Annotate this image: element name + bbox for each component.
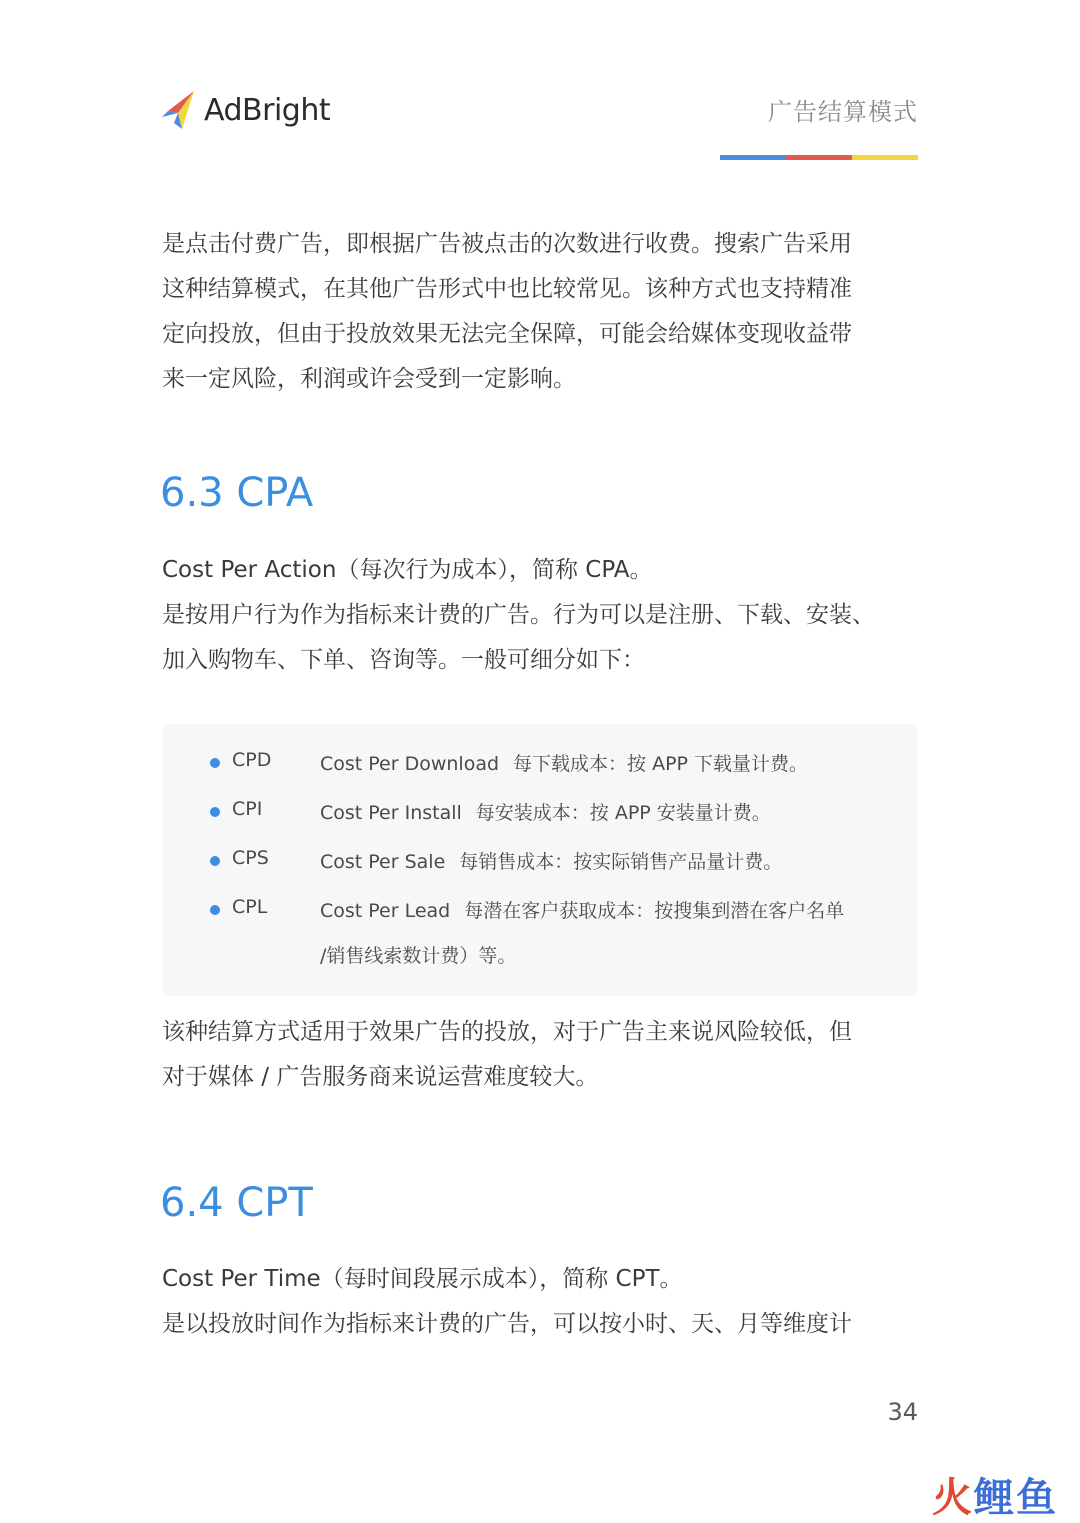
list-item-cpi: [162, 798, 918, 828]
item-abbr: CPS: [232, 847, 269, 869]
paper-plane-icon: [160, 89, 198, 131]
bullet-icon: [210, 758, 220, 768]
watermark-rest: 鲤鱼: [974, 1475, 1058, 1521]
intro-line: 定向投放，但由于投放效果无法完全保障，可能会给媒体变现收益带: [162, 321, 852, 347]
item-desc-continuation: /销售线索数计费）等。: [320, 945, 517, 967]
accent-segment-red: [786, 155, 852, 160]
intro-line: 这种结算模式，在其他广告形式中也比较常见。该种方式也支持精准: [162, 276, 852, 302]
summary-line: 对于媒体 / 广告服务商来说运营难度较大。: [162, 1064, 599, 1090]
list-item-cpl: [162, 896, 918, 926]
cpa-line: 是按用户行为作为指标来计费的广告。行为可以是注册、下载、安装、: [162, 602, 875, 628]
item-full: [320, 749, 808, 776]
accent-segment-blue: [720, 155, 786, 160]
item-full-name: Cost Per Lead: [320, 900, 451, 922]
bullet-icon: [210, 807, 220, 817]
item-desc: 每下载成本：按 APP 下载量计费。: [513, 753, 809, 775]
accent-bar: [720, 155, 918, 160]
cpa-line: 加入购物车、下单、咨询等。一般可细分如下：: [162, 647, 645, 673]
item-full-name: Cost Per Install: [320, 802, 462, 824]
section-heading-cpa: 6.3 CPA: [160, 470, 314, 516]
watermark-fire: 火: [932, 1475, 974, 1521]
intro-line: 来一定风险，利润或许会受到一定影响。: [162, 366, 576, 392]
adbright-logo: [160, 88, 330, 132]
section-heading-cpt: 6.4 CPT: [160, 1180, 313, 1226]
item-desc: 每销售成本：按实际销售产品量计费。: [459, 851, 783, 873]
intro-paragraph: [162, 222, 922, 402]
header-title: 广告结算模式: [768, 98, 918, 126]
list-item-cps: [162, 847, 918, 877]
watermark-logo: [932, 1466, 1058, 1523]
bullet-icon: [210, 856, 220, 866]
accent-segment-yellow: [852, 155, 918, 160]
item-full: [320, 798, 771, 825]
item-full: [320, 896, 844, 923]
item-desc: 每安装成本：按 APP 安装量计费。: [475, 802, 771, 824]
item-full: [320, 847, 782, 874]
cpt-line: Cost Per Time（每时间段展示成本），简称 CPT。: [162, 1266, 683, 1292]
bullet-icon: [210, 905, 220, 915]
item-abbr: CPI: [232, 798, 263, 820]
intro-line: 是点击付费广告，即根据广告被点击的次数进行收费。搜索广告采用: [162, 231, 852, 257]
item-abbr: CPL: [232, 896, 268, 918]
cpa-summary-paragraph: [162, 1010, 922, 1100]
item-full-name: Cost Per Sale: [320, 851, 446, 873]
item-abbr: CPD: [232, 749, 272, 771]
cpt-line: 是以投放时间作为指标来计费的广告，可以按小时、天、月等维度计: [162, 1311, 852, 1337]
summary-line: 该种结算方式适用于效果广告的投放，对于广告主来说风险较低，但: [162, 1019, 852, 1045]
item-desc: 每潜在客户获取成本：按搜集到潜在客户名单: [464, 900, 845, 922]
cpa-types-list: [162, 724, 918, 996]
item-full-name: Cost Per Download: [320, 753, 500, 775]
cpa-paragraph: [162, 548, 922, 683]
list-item-cpd: [162, 749, 918, 779]
logo-text: AdBright: [204, 92, 331, 128]
cpa-line: Cost Per Action（每次行为成本），简称 CPA。: [162, 557, 653, 583]
page-number: 34: [887, 1398, 918, 1426]
cpt-paragraph: [162, 1257, 922, 1347]
